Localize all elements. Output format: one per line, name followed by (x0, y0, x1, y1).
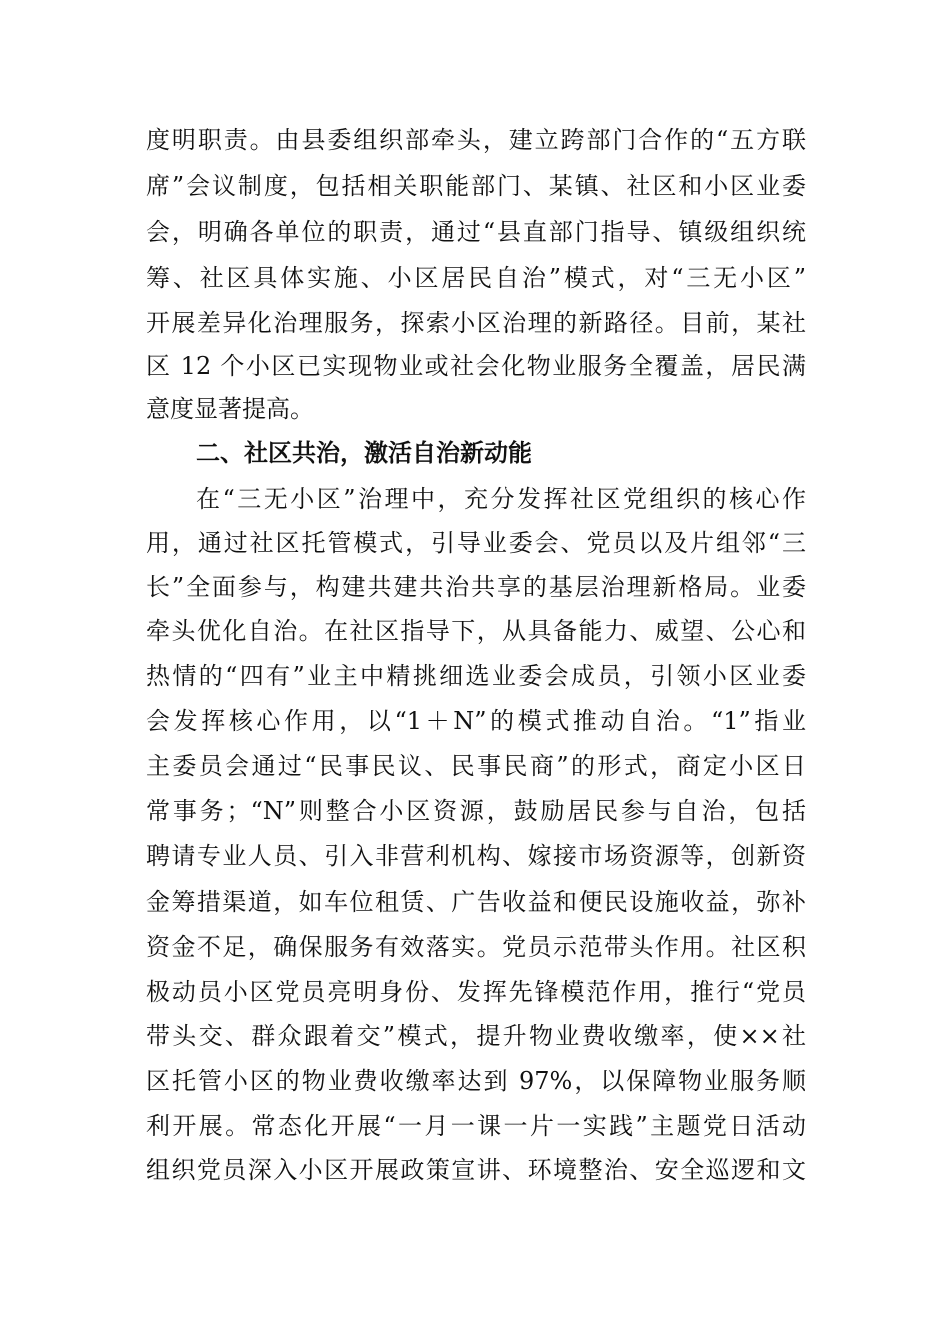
paragraph-line: 组织党员深入小区开展政策宣讲、环境整治、安全巡逻和文 (146, 1156, 806, 1184)
paragraph-line: 金筹措渠道，如车位租赁、广告收益和便民设施收益，弥补 (146, 888, 806, 916)
paragraph-line: 度明职责。由县委组织部牵头，建立跨部门合作的“五方联 (146, 126, 806, 154)
paragraph-line: 热情的“四有”业主中精挑细选业委会成员，引领小区业委 (146, 662, 806, 690)
paragraph-line: 牵头优化自治。在社区指导下，从具备能力、威望、公心和 (146, 617, 806, 645)
paragraph-line: 极动员小区党员亮明身份、发挥先锋模范作用，推行“党员 (146, 978, 806, 1006)
paragraph-line: 会，明确各单位的职责，通过“县直部门指导、镇级组织统 (146, 218, 806, 246)
paragraph-line: 常事务；“N”则整合小区资源，鼓励居民参与自治，包括 (146, 797, 806, 825)
paragraph-line: 主委员会通过“民事民议、民事民商”的形式，商定小区日 (146, 752, 806, 780)
paragraph-line: 席”会议制度，包括相关职能部门、某镇、社区和小区业委 (146, 172, 806, 200)
paragraph-line: 会发挥核心作用，以“1＋N”的模式推动自治。“1”指业 (146, 707, 806, 735)
paragraph-line: 意度显著提高。 (146, 395, 314, 423)
paragraph-line: 资金不足，确保服务有效落实。党员示范带头作用。社区积 (146, 933, 806, 961)
paragraph-line: 利开展。常态化开展“一月一课一片一实践”主题党日活动 (146, 1112, 806, 1140)
paragraph-line: 用，通过社区托管模式，引导业委会、党员以及片组邻“三 (146, 529, 806, 557)
paragraph-line: 筹、社区具体实施、小区居民自治”模式，对“三无小区” (146, 264, 806, 292)
paragraph-line: 带头交、群众跟着交”模式，提升物业费收缴率，使××社 (146, 1022, 806, 1050)
paragraph-line: 聘请专业人员、引入非营利机构、嫁接市场资源等，创新资 (146, 842, 806, 870)
paragraph-line: 长”全面参与，构建共建共治共享的基层治理新格局。业委 (146, 573, 806, 601)
paragraph-line: 在“三无小区”治理中，充分发挥社区党组织的核心作 (196, 485, 806, 513)
paragraph-line: 区 12 个小区已实现物业或社会化物业服务全覆盖，居民满 (146, 352, 806, 380)
paragraph-line: 区托管小区的物业费收缴率达到 97%，以保障物业服务顺 (146, 1067, 806, 1095)
paragraph-line: 开展差异化治理服务，探索小区治理的新路径。目前，某社 (146, 309, 806, 337)
section-heading: 二、社区共治，激活自治新动能 (196, 439, 532, 467)
